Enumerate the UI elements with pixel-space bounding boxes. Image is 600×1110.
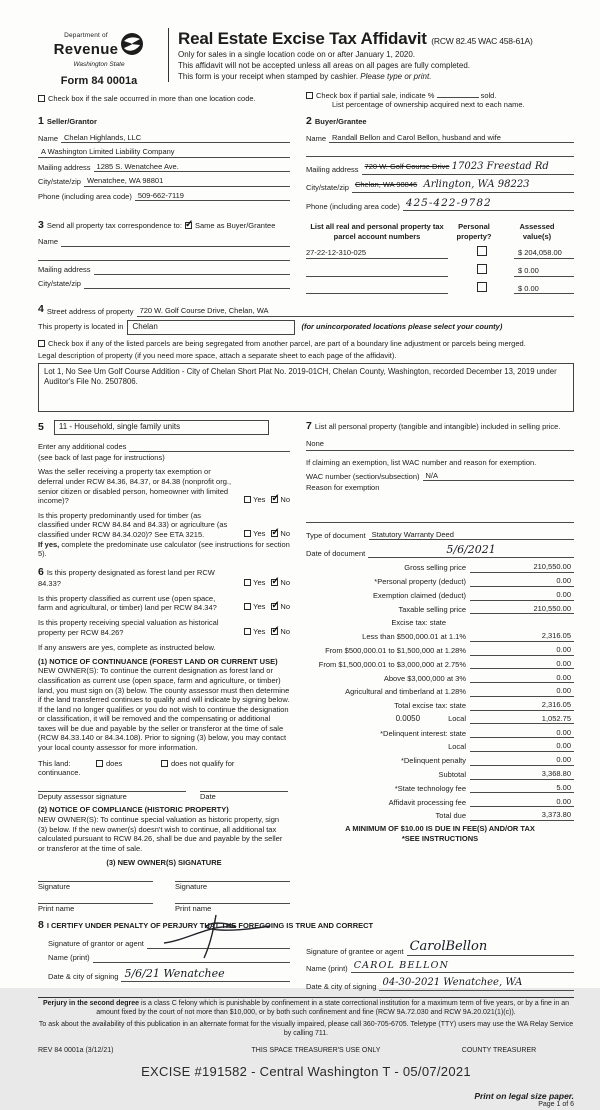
personal-property-intro: 7 List all personal property (tangible and intangible) included in selling price. (306, 419, 561, 432)
historic-yn: Yes ✓ No (238, 627, 290, 638)
current-use-yn: Yes ✓ No (238, 602, 290, 613)
parcel-number-field[interactable] (306, 284, 448, 294)
forest-land-question: 6 Is this property designated as forest land per RCW 84.33? (38, 565, 215, 589)
assessed-value-field[interactable]: $ 204,058.00 (514, 248, 574, 259)
buyer-phone-field[interactable]: 425-422-9782 (403, 197, 574, 211)
exemption-claim-note: If claiming an exemption, list WAC number and reason for exemption. (306, 458, 537, 467)
section4-number: 4 (38, 303, 44, 316)
seller-heading: Seller/Grantor (46, 117, 97, 127)
section3-number: 3 (38, 219, 44, 232)
total-due-field[interactable]: 3,373.80 (470, 810, 574, 821)
delinquent-penalty-field[interactable]: 0.00 (470, 755, 574, 766)
grantee-sig-label: Signature of grantee or agent (306, 946, 404, 956)
washington-state-label: Washington State (73, 60, 125, 68)
partial-sale-percent-field[interactable] (437, 97, 479, 98)
reason-exemption-field[interactable] (306, 493, 574, 523)
tax-line-label: *Personal property (deduct) (374, 577, 466, 587)
partial-sale-checkbox[interactable] (306, 92, 313, 99)
tax-line-label: *Delinquent interest: state (380, 728, 466, 738)
notice-compliance-title: (2) NOTICE OF COMPLIANCE (HISTORIC PROPERTY) (38, 805, 229, 815)
parcel-row (306, 246, 574, 259)
perjury-note: Perjury in the second degree is a class C felony which is punishable by confinement in a state correctional institution for a maximum term of five years, or by a fine in an amount fixed by the court of not more than $10,000, or by both such confinement and fine (RCW 9A.72.030 and RCW 9A.20.021(1)(c)). To ask about the availability of this publication in an alternate format for the visually impaired, please call 360-705-6705. Teletype (TTY) users may use the WA Relay Service by calling 711. (38, 997, 574, 1039)
subtitle-1: Only for sales in a single location code on or after January 1, 2020. (178, 50, 416, 60)
seller-mailing-label: Mailing address (38, 162, 91, 172)
personal-property-field[interactable]: None (306, 439, 574, 451)
segregated-label: Check box if any of the listed parcels are being segregated from another parcel, are part of a boundary line adjustment or parcels being merged. (48, 338, 526, 348)
delinquent-interest-local-field[interactable]: 0.00 (470, 741, 574, 752)
reason-exemption-label: Reason for exemption (306, 483, 380, 493)
forest-no-checkbox[interactable] (271, 579, 278, 586)
print-name-label-2: Print name (175, 903, 212, 913)
parcel-number-field[interactable] (306, 267, 448, 277)
title-block (168, 28, 533, 82)
section5-number: 5 (38, 420, 44, 433)
buyer-csz-label: City/state/zip (306, 183, 349, 193)
buyer-csz-field[interactable] (352, 179, 574, 193)
ownership-percentage-note: List percentage of ownership acquired next to each name. (332, 100, 525, 110)
buyer-phone-label: Phone (including area code) (306, 201, 400, 211)
buyer-mailing-label: Mailing address (306, 165, 359, 175)
document-tax-section (306, 530, 574, 843)
tax-line-label: Gross selling price (404, 563, 466, 573)
parcel-row (306, 282, 574, 295)
print-name-label-1: Print name (38, 903, 75, 913)
minimum-due-note: A MINIMUM OF $10.00 IS DUE IN FEE(S) AND/OR TAX (345, 823, 535, 833)
grantor-sig-label: Signature of grantor or agent (48, 939, 144, 949)
form-title: Real Estate Excise Tax Affidavit (RCW 82.45 WAC 458-61A) (178, 29, 533, 48)
correspondence-label: Send all property tax correspondence to: (46, 221, 182, 231)
grantor-signature-field[interactable] (147, 939, 290, 949)
parcel-row (306, 264, 574, 277)
see-instructions-note: *SEE INSTRUCTIONS (401, 833, 479, 843)
assessed-value-field[interactable]: $ 0.00 (514, 284, 574, 295)
form-header (38, 28, 574, 88)
subtotal-field[interactable]: 3,368.80 (470, 769, 574, 780)
local-rate-line (306, 714, 470, 724)
personal-property-checkbox[interactable] (477, 264, 487, 274)
tax-line-label: Affidavit processing fee (388, 797, 466, 807)
seller-phone-field[interactable]: 509-662-7119 (135, 191, 290, 202)
multiple-location-label: Check box if the sale occurred in more than one location code. (48, 93, 256, 103)
corr-csz-label: City/state/zip (38, 278, 81, 288)
exemption-yes-checkbox[interactable] (244, 496, 251, 503)
exemption-question: Was the seller receiving a property tax exemption or deferral under RCW 84.36, 84.37, or 84.38 (nonprofit org., senior citizen or disabled person, homeowner with limited income)? (38, 467, 232, 506)
date-of-document-field[interactable]: 5/6/2021 (368, 543, 574, 558)
corr-name-field[interactable] (61, 237, 290, 247)
street-address-label: Street address of property (46, 306, 134, 316)
type-of-document-label: Type of document (306, 530, 366, 540)
tax-line-label: Less than $500,000.01 at 1.1% (362, 632, 466, 642)
buyer-heading: Buyer/Grantee (314, 117, 367, 127)
tax-line-label: Subtotal (438, 769, 466, 779)
current-use-yes-checkbox[interactable] (244, 603, 251, 610)
accessibility-note: To ask about the availability of this publication in an alternate format for the visually impaired, please call 360-705-6705. Teletype (TTY) users may use the WA Relay Service by calling 711. (38, 1021, 574, 1038)
assessed-value-col-header: Assessed value(s) (519, 222, 555, 241)
local-tax-field[interactable]: 1,052.75 (470, 714, 574, 725)
seller-name-field[interactable]: Chelan Highlands, LLC (61, 133, 290, 144)
corr-name2-field[interactable] (38, 251, 290, 261)
seller-mailing-field[interactable]: 1285 S. Wenatchee Ave. (94, 162, 290, 173)
street-address-field[interactable]: 720 W. Golf Course Drive, Chelan, WA (137, 306, 574, 317)
timber-yn: Yes ✓ No (238, 529, 290, 540)
if-yes-note: If any answers are yes, complete as instructed below. (38, 643, 216, 653)
revenue-wordmark: Revenue (53, 41, 119, 59)
tax-line-label: From $1,500,000.01 to $3,000,000 at 2.75% (318, 659, 466, 669)
seller-csz-field[interactable]: Wenatchee, WA 98801 (84, 176, 290, 187)
tax-line-label: *Delinquent penalty (400, 756, 466, 766)
corr-mailing-field[interactable] (94, 265, 290, 275)
tax-line-label: Exemption claimed (deduct) (373, 591, 466, 601)
certification-section (38, 919, 574, 991)
does-not-label: does not qualify for (171, 758, 235, 768)
legal-size-note: Print on legal size paper. Page 1 of 6 (38, 1091, 574, 1110)
gross-selling-price-field[interactable]: 210,550.00 (470, 562, 574, 573)
seller-csz-label: City/state/zip (38, 177, 81, 187)
buyer-csz-struck: Chelan, WA 98846 (354, 179, 418, 189)
correspondence-section (38, 219, 290, 294)
land-use-code-field[interactable]: 11 - Household, single family units (54, 420, 269, 435)
grantee-signature-field[interactable]: CarolBellon (407, 939, 574, 957)
historic-yes-checkbox[interactable] (244, 628, 251, 635)
wac-number-label: WAC number (section/subsection) (306, 471, 420, 481)
rev-form-number: REV 84 0001a (3/12/21) (38, 1047, 114, 1055)
forest-land-section (38, 566, 290, 913)
section8-number: 8 (38, 919, 44, 932)
buyer-name2-field[interactable] (306, 147, 574, 157)
excise-stamp: EXCISE #191582 - Central Washington T - 05/07/2021 (141, 1063, 471, 1079)
timber-question: Is this property predominantly used for timber (as classified under RCW 84.84 and 84.33) or agriculture (as classified under RCW 84.34.020)? See ETA 3215. (38, 510, 228, 539)
seller-name-label: Name (38, 133, 59, 143)
tax-line-label: *State technology fee (394, 783, 466, 793)
timber-no-checkbox[interactable] (271, 530, 278, 537)
wac-number-field[interactable]: N/A (423, 471, 574, 482)
subtitle-2: This affidavit will not be accepted unless all areas on all pages are fully completed. (178, 60, 471, 70)
local-label: Local (448, 714, 466, 724)
seller-phone-label: Phone (including area code) (38, 191, 132, 201)
buyer-section (306, 115, 574, 211)
affidavit-fee-field[interactable]: 0.00 (470, 797, 574, 808)
does-qualify-checkbox[interactable] (96, 760, 103, 767)
grantee-print-field[interactable]: CAROL BELLON (351, 960, 574, 973)
grantor-date-label: Date & city of signing (48, 972, 119, 982)
corr-name-label: Name (38, 236, 59, 246)
buyer-name-label: Name (306, 133, 327, 143)
buyer-mailing-handwritten: 17023 Freestad Rd (451, 161, 549, 173)
certify-statement: I CERTIFY UNDER PENALTY OF PERJURY THAT THE FOREGOING IS TRUE AND CORRECT (46, 921, 374, 931)
subtitle-3: This form is your receipt when stamped by cashier. Please type or print. (178, 71, 432, 81)
tax-line-label: From $500,000.01 to $1,500,000 at 1.28% (325, 645, 466, 655)
dor-logo-block (38, 28, 160, 88)
grantor-print-label: Name (print) (48, 953, 90, 963)
excise-tax-state-header: Excise tax: state (391, 618, 446, 628)
buyer-mailing-struck: 720 W. Golf Course Drive (364, 162, 450, 172)
tax-line-label: Total excise tax: state (394, 701, 466, 711)
legal-description-field[interactable]: Lot 1, No See Um Golf Course Addition - City of Chelan Short Plat No. 2019-01CH, Chelan County, Washington, recorded December 13, 2019 under Auditor's File No. 2507806. (38, 363, 574, 412)
grantor-date-field[interactable]: 5/6/21 Wenatchee (121, 967, 290, 982)
same-as-buyer-checkbox[interactable] (185, 222, 192, 229)
segregated-checkbox[interactable] (38, 340, 45, 347)
signature-label-1: Signature (38, 882, 71, 892)
legal-description-label: Legal description of property (if you need more space, attach a separate sheet to each page of the affidavit). (38, 351, 397, 361)
seller-name2-field[interactable]: A Washington Limited Liability Company (38, 147, 290, 158)
historic-question: Is this property receiving special valuation as historical property per RCW 84.26? (38, 617, 219, 637)
corr-mailing-label: Mailing address (38, 264, 91, 274)
parcel-col-header: List all real and personal property tax parcel account numbers (310, 222, 444, 241)
tax-line-label: Above $3,000,000 at 3% (383, 673, 466, 683)
grantee-date-label: Date & city of signing (306, 981, 377, 991)
type-of-document-field[interactable]: Statutory Warranty Deed (369, 530, 574, 541)
assessed-value-field[interactable]: $ 0.00 (514, 266, 574, 277)
grantee-date-field[interactable]: 04-30-2021 Wenatchee, WA (379, 977, 574, 991)
buyer-csz-handwritten: Arlington, WA 98223 (423, 178, 530, 190)
deputy-signature-label: Deputy assessor signature (38, 791, 127, 801)
current-use-no-checkbox[interactable] (271, 603, 278, 610)
personal-property-deduct-field[interactable]: 0.00 (470, 576, 574, 587)
signature-label-2: Signature (175, 882, 208, 892)
seller-section (38, 115, 290, 211)
delinquent-interest-state-field[interactable]: 0.00 (470, 728, 574, 739)
personal-property-col-header: Personal property? (456, 222, 492, 241)
tax-line-label: Taxable selling price (398, 604, 466, 614)
page-number: Page 1 of 6 (538, 1101, 574, 1109)
buyer-mailing-field[interactable] (362, 161, 574, 175)
tier1-tax-field[interactable]: 2,316.05 (470, 631, 574, 642)
partial-sale-label: Check box if partial sale, indicate % sold. (316, 90, 497, 100)
personal-property-checkbox[interactable] (477, 246, 487, 256)
section2-number: 2 (306, 115, 312, 128)
personal-property-checkbox[interactable] (477, 282, 487, 292)
multiple-location-checkbox[interactable] (38, 95, 45, 102)
grantee-signature-block (306, 935, 574, 992)
tier3-tax-field[interactable]: 0.00 (470, 659, 574, 670)
county-select[interactable]: Chelan (127, 320, 295, 335)
exemption-yn: Yes ✓ No (238, 495, 290, 506)
located-in-label: This property is located in (38, 322, 124, 332)
agricultural-tax-field[interactable]: 0.00 (470, 686, 574, 697)
section1-number: 1 (38, 115, 44, 128)
grantor-print-field[interactable] (93, 953, 290, 963)
dor-swirl-icon (120, 32, 144, 59)
grantor-signature-block (38, 935, 290, 992)
tier4-tax-field[interactable]: 0.00 (470, 673, 574, 684)
additional-codes-field[interactable] (129, 451, 290, 452)
county-treasurer-label: COUNTY TREASURER (461, 1047, 537, 1055)
grantee-print-label: Name (print) (306, 963, 348, 973)
corr-csz-field[interactable] (84, 279, 290, 289)
tax-line-label: Total due (435, 811, 466, 821)
buyer-name-field[interactable]: Randall Bellon and Carol Bellon, husband and wife (329, 133, 574, 144)
notice-continuance-title: (1) NOTICE OF CONTINUANCE (FOREST LAND OR CURRENT USE) (38, 656, 278, 666)
same-as-buyer-label: Same as Buyer/Grantee (194, 221, 276, 231)
forest-yes-checkbox[interactable] (244, 579, 251, 586)
county-note: (for unincorporated locations please select your county) (301, 322, 503, 332)
treasurer-use-label: THIS SPACE TREASURER'S USE ONLY (251, 1047, 381, 1055)
new-owner-signature-title: (3) NEW OWNER(S) SIGNATURE (106, 858, 222, 868)
date-of-document-label: Date of document (306, 548, 366, 558)
dept-of-label: Department of (64, 32, 108, 39)
rcw-reference: (RCW 82.45 WAC 458-61A) (431, 36, 533, 46)
does-not-qualify-checkbox[interactable] (161, 760, 168, 767)
does-label: does (106, 758, 123, 768)
local-rate-value: 0.0050 (395, 714, 421, 724)
additional-codes-label: Enter any additional codes (38, 442, 127, 452)
tax-line-label: Local (448, 742, 466, 752)
parcel-table (306, 217, 574, 294)
footer-row (38, 1047, 574, 1056)
exemption-deduct-field[interactable]: 0.00 (470, 590, 574, 601)
tier2-tax-field[interactable]: 0.00 (470, 645, 574, 656)
this-land-label: This land: (38, 758, 71, 768)
form-number: Form 84 0001a (60, 74, 138, 87)
property-section (38, 303, 574, 412)
total-excise-state-field[interactable]: 2,316.05 (470, 700, 574, 711)
predominate-use-note: If yes, complete the predominate use calculator (see instructions for section 5). (38, 539, 290, 559)
notice-compliance-body: NEW OWNER(S): To continue special valuation as historic property, sign (3) below. If the new owner(s) doesn't wish to continue, all additional tax calculated pursuant to RCW 84.26, shall be due and payable by the seller or transferor at the time of sale. (38, 815, 283, 853)
exemption-no-checkbox[interactable] (271, 496, 278, 503)
continuance-label: continuance. (38, 768, 81, 778)
see-back-note: (see back of last page for instructions) (38, 452, 165, 462)
notice-continuance-body: NEW OWNER(S): To continue the current designation as forest land or classification as current use (open space, farm and agriculture, or timber) land, you must sign on (3) below. The county assessor must then determine if the land transferred continues to qualify and will indicate by signing below. If the land no longer qualifies or you do not wish to continue the designation or classification, it will be removed and the compensating or additional taxes will be due and payable by the seller or transferor at the time of sale (RCW 84.33.140 or 84.34.108). Prior to signing (3) below, you may contact your local county assessor for more information. (38, 666, 290, 753)
personal-property-section (306, 420, 574, 523)
current-use-question: Is this property classified as current use (open space, farm and agricultural, or timber) land per RCW 84.34? (38, 593, 217, 613)
timber-yes-checkbox[interactable] (244, 530, 251, 537)
technology-fee-field[interactable]: 5.00 (470, 783, 574, 794)
deputy-date-label: Date (200, 791, 216, 801)
tax-line-label: Agricultural and timberland at 1.28% (345, 687, 466, 697)
historic-no-checkbox[interactable] (271, 628, 278, 635)
parcel-number-field[interactable]: 27-22-12-310-025 (306, 248, 448, 259)
land-use-section (38, 420, 290, 559)
forest-yn: Yes ✓ No (238, 578, 290, 589)
taxable-selling-price-field[interactable]: 210,550.00 (470, 604, 574, 615)
